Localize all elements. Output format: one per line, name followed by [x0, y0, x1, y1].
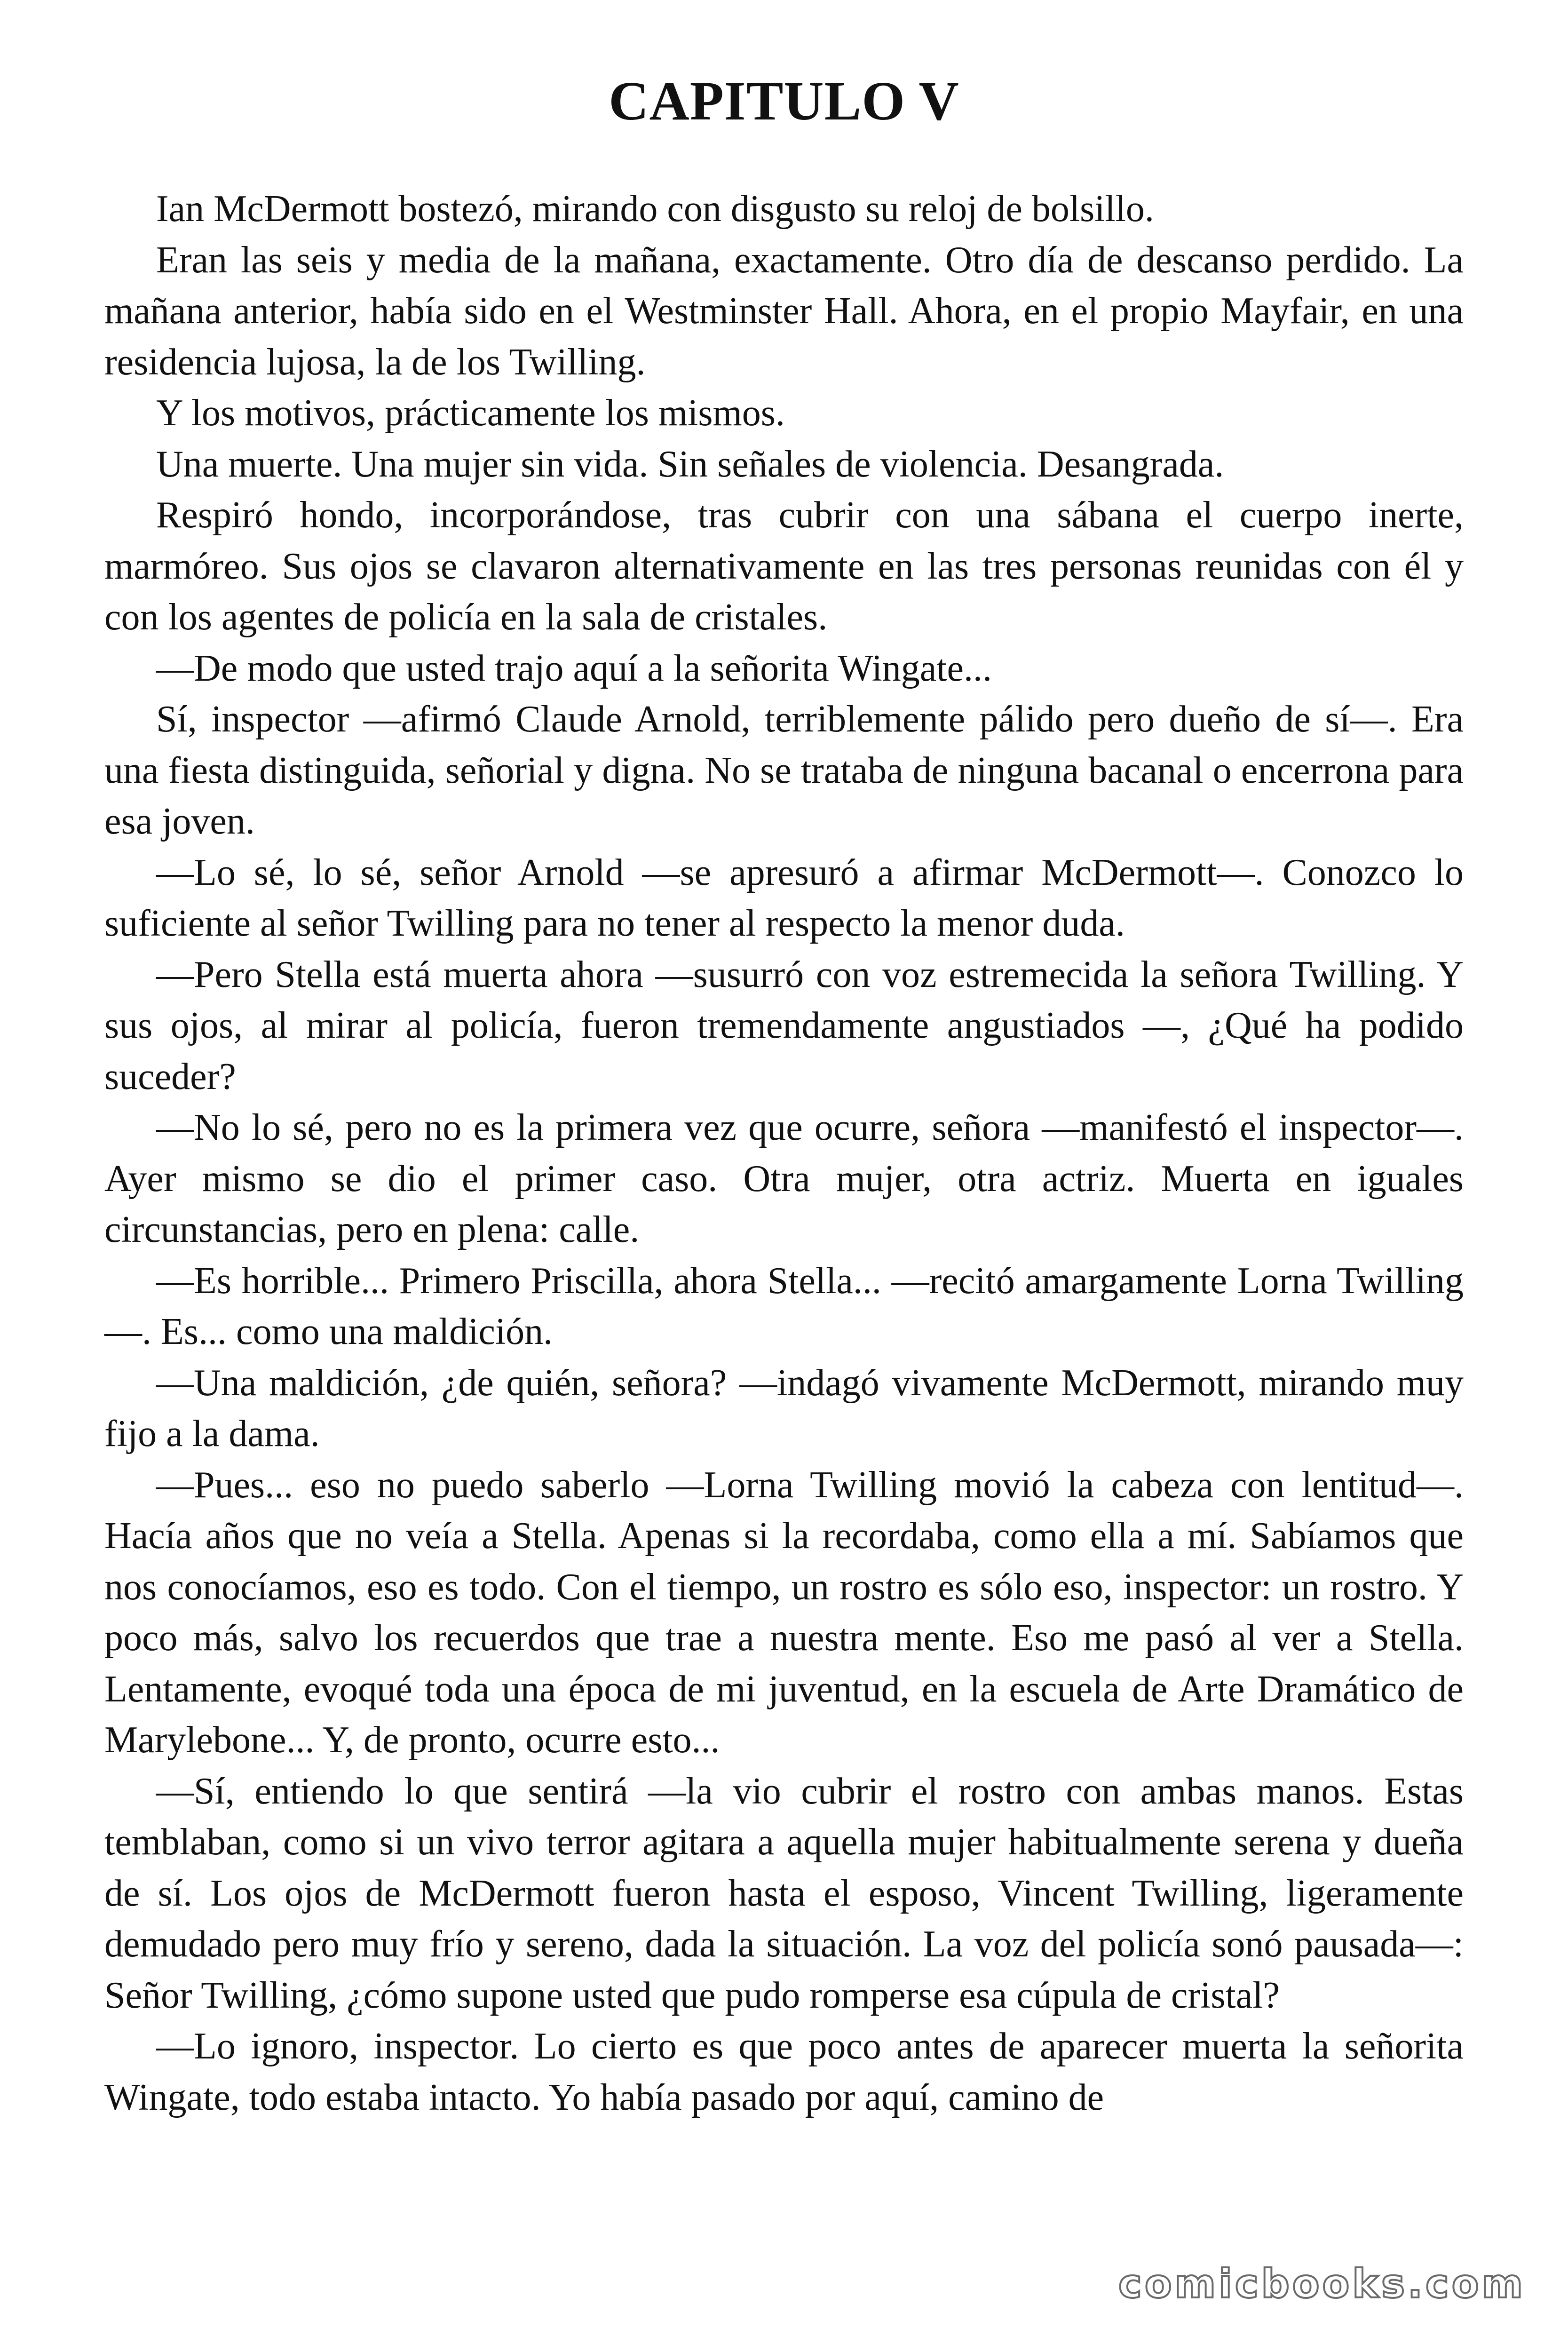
paragraph: Respiró hondo, incorporándose, tras cubrir con una sábana el cuerpo inerte, marmóreo. Sus ojos se clavaron alternativamente en las tres personas reunidas con él y con los agentes de policía en la sala de cristales.: [104, 494, 1464, 638]
paragraph: —Lo ignoro, inspector. Lo cierto es que poco antes de aparecer muerta la señorita Wingate, todo estaba intacto. Yo había pasado por aquí, camino de: [104, 2026, 1464, 2118]
paragraph: Eran las seis y media de la mañana, exactamente. Otro día de descanso perdido. La mañana anterior, había sido en el Westminster Hall. Ahora, en el propio Mayfair, en una residencia lujosa, la de los Twilling.: [104, 239, 1464, 383]
chapter-body: [104, 183, 1464, 2123]
paragraph: —Sí, entiendo lo que sentirá —la vio cubrir el rostro con ambas manos. Estas temblaban, como si un vivo terror agitara a aquella mujer habitualmente serena y dueña de sí. Los ojos de McDermott fueron hasta el esposo, Vincent Twilling, ligeramente demudado pero muy frío y sereno, dada la situación. La voz del policía sonó pausada—: Señor Twilling, ¿cómo supone usted que pudo romperse esa cúpula de cristal?: [104, 1770, 1464, 2016]
paragraph: —Lo sé, lo sé, señor Arnold —se apresuró a afirmar McDermott—. Conozco lo suficiente al señor Twilling para no tener al respecto la menor duda.: [104, 851, 1464, 944]
paragraph: —Pues... eso no puedo saberlo —Lorna Twilling movió la cabeza con lentitud—. Hacía años que no veía a Stella. Apenas si la recordaba, como ella a mí. Sabíamos que nos conocíamos, eso es todo. Con el tiempo, un rostro es sólo eso, inspector: un rostro. Y poco más, salvo los recuerdos que trae a nuestra mente. Eso me pasó al ver a Stella. Lentamente, evoqué toda una época de mi juventud, en la escuela de Arte Dramático de Marylebone... Y, de pronto, ocurre esto...: [104, 1464, 1464, 1761]
paragraph: —Una maldición, ¿de quién, señora? —indagó vivamente McDermott, mirando muy fijo a la dama.: [104, 1362, 1464, 1454]
paragraph: —Pero Stella está muerta ahora —susurró con voz estremecida la señora Twilling. Y sus ojos, al mirar al policía, fueron tremendamente angustiados —, ¿Qué ha podido suceder?: [104, 954, 1464, 1097]
paragraph: Ian McDermott bostezó, mirando con disgusto su reloj de bolsillo.: [156, 188, 1154, 230]
watermark: comicbooks.com: [1118, 2261, 1526, 2307]
paragraph: Sí, inspector —afirmó Claude Arnold, terriblemente pálido pero dueño de sí—. Era una fiesta distinguida, señorial y digna. No se trataba de ninguna bacanal o encerrona para esa joven.: [104, 699, 1464, 842]
paragraph: —Es horrible... Primero Priscilla, ahora Stella... —recitó amargamente Lorna Twilling—. Es... como una maldición.: [104, 1260, 1464, 1352]
paragraph: Una muerte. Una mujer sin vida. Sin señales de violencia. Desangrada.: [156, 443, 1224, 485]
paragraph: —De modo que usted trajo aquí a la señorita Wingate...: [156, 647, 992, 689]
paragraph: —No lo sé, pero no es la primera vez que ocurre, señora —manifestó el inspector—. Ayer mismo se dio el primer caso. Otra mujer, otra actriz. Muerta en iguales circunstancias, pero en plena: calle.: [104, 1107, 1464, 1250]
chapter-title: CAPITULO V: [609, 70, 959, 132]
paragraph: Y los motivos, prácticamente los mismos.: [156, 392, 785, 434]
